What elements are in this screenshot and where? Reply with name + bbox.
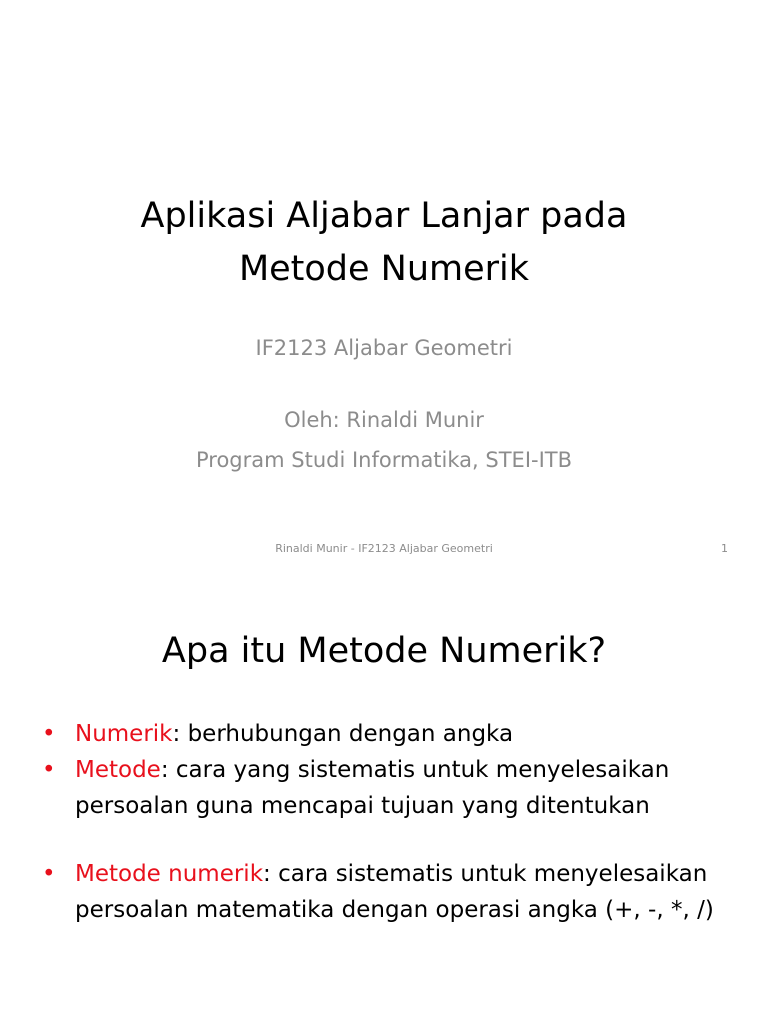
bullet-list bbox=[42, 716, 732, 928]
title-line-2: Metode Numerik bbox=[238, 249, 530, 289]
title-line-1: Aplikasi Aljabar Lanjar pada bbox=[140, 196, 628, 236]
bullet-term: Metode bbox=[75, 757, 161, 783]
bullet-text: : cara sistematis untuk menyelesaikan persoalan matematika dengan operasi angka (+, -, *, /) bbox=[75, 861, 714, 923]
bullet-text: : cara yang sistematis untuk menyelesaikan persoalan guna mencapai tujuan yang ditentukan bbox=[75, 757, 670, 819]
author-name: Oleh: Rinaldi Munir bbox=[284, 408, 484, 432]
slide-title: Apa itu Metode Numerik? bbox=[161, 631, 607, 671]
bullet-item-metode bbox=[42, 752, 732, 824]
page-number: 1 bbox=[721, 542, 728, 555]
content-slide bbox=[0, 576, 768, 1024]
slide-footer: Rinaldi Munir - IF2123 Aljabar Geometri bbox=[275, 542, 493, 555]
bullet-icon: • bbox=[42, 757, 56, 783]
bullet-item-metode-numerik bbox=[42, 856, 732, 928]
bullet-icon: • bbox=[42, 861, 56, 887]
bullet-term: Numerik bbox=[75, 721, 173, 747]
affiliation: Program Studi Informatika, STEI-ITB bbox=[195, 448, 573, 472]
bullet-icon: • bbox=[42, 721, 56, 747]
bullet-term: Metode numerik bbox=[75, 861, 264, 887]
bullet-text: : berhubungan dengan angka bbox=[172, 721, 514, 747]
bullet-item-numerik bbox=[42, 716, 732, 752]
course-name: IF2123 Aljabar Geometri bbox=[255, 336, 513, 360]
slide-title bbox=[0, 190, 768, 296]
